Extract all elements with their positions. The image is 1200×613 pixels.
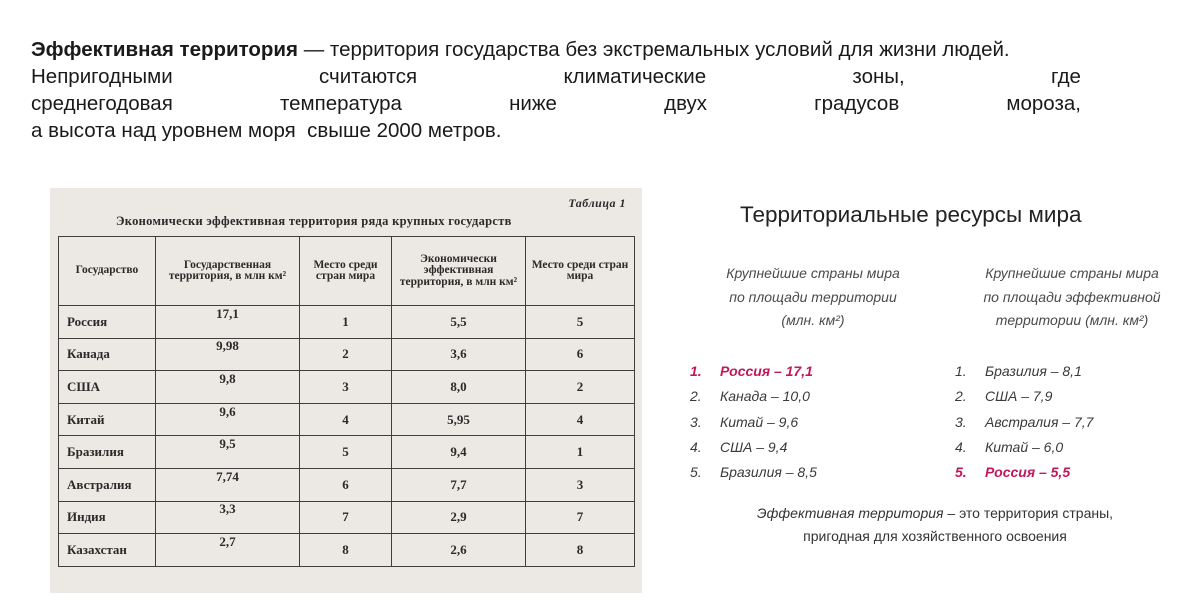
intro-line-4: а высота над уровнем моря свыше 2000 метров. (31, 119, 502, 142)
list-number: 5. (955, 464, 967, 481)
intro-word: климатические (563, 65, 707, 88)
cell-country: США (59, 371, 156, 404)
cell-value: 9,98 (216, 338, 239, 354)
list-number: 5. (690, 464, 702, 481)
cell-total-area (156, 534, 300, 567)
cell-total-area (156, 468, 300, 501)
cell-value: 17,1 (216, 305, 239, 321)
list-text: Россия – 17,1 (720, 363, 813, 379)
table-row (59, 501, 635, 534)
list-number: 3. (690, 413, 702, 430)
cell-effective-area: 8,0 (392, 371, 526, 404)
header-effective-area: Экономически эффективная территория, в млн км² (392, 237, 526, 306)
cell-effective-area: 5,5 (392, 306, 526, 339)
list-item (690, 460, 817, 485)
column-heading-effective (960, 262, 1184, 333)
cell-total-area (156, 338, 300, 371)
ranking-list-area (690, 359, 817, 485)
cell-rank-effective: 1 (526, 436, 635, 469)
definition-line-1 (690, 502, 1180, 525)
cell-country: Казахстан (59, 534, 156, 567)
intro-word: ниже (509, 92, 557, 115)
list-item (690, 359, 817, 384)
cell-country: Бразилия (59, 436, 156, 469)
cell-rank-effective: 7 (526, 501, 635, 534)
list-item (955, 359, 1093, 384)
list-item (955, 435, 1093, 460)
header-country: Государство (59, 237, 156, 306)
cell-total-area (156, 501, 300, 534)
definition-term: Эффективная территория (756, 505, 944, 521)
heading-line: (млн. км²) (781, 312, 845, 328)
list-number: 4. (690, 438, 702, 455)
table-row (59, 436, 635, 469)
table-header-row (59, 237, 635, 306)
table-number: Таблица 1 (568, 196, 626, 210)
list-item (690, 384, 817, 409)
intro-word: считаются (319, 65, 418, 88)
header-rank-effective: Место среди стран мира (526, 237, 635, 306)
intro-line-2 (31, 63, 1081, 90)
list-text: Канада – 10,0 (720, 388, 810, 405)
definition-rest: – это территория страны, (943, 505, 1114, 521)
list-number: 1. (955, 363, 967, 379)
cell-rank-total: 8 (300, 534, 392, 567)
cell-effective-area: 2,9 (392, 501, 526, 534)
cell-total-area (156, 436, 300, 469)
cell-rank-effective: 6 (526, 338, 635, 371)
cell-value: 7,74 (216, 468, 239, 484)
cell-rank-total: 5 (300, 436, 392, 469)
list-item (955, 460, 1093, 485)
cell-value: 9,8 (219, 370, 236, 386)
list-text: Бразилия – 8,5 (720, 464, 817, 481)
scanned-table-image (50, 188, 642, 593)
list-number: 2. (690, 388, 702, 405)
list-number: 4. (955, 438, 967, 455)
cell-country: Россия (59, 306, 156, 339)
territory-table (58, 236, 635, 567)
cell-effective-area: 9,4 (392, 436, 526, 469)
list-item (690, 435, 817, 460)
cell-value: 9,6 (219, 403, 236, 419)
intro-word: температура (279, 92, 402, 115)
cell-total-area (156, 371, 300, 404)
cell-rank-total: 6 (300, 468, 392, 501)
list-text: Бразилия – 8,1 (985, 363, 1082, 379)
definition-line-2: пригодная для хозяйственного освоения (803, 528, 1067, 544)
table-row (59, 534, 635, 567)
cell-country: Австралия (59, 468, 156, 501)
cell-total-area (156, 306, 300, 339)
heading-line: территории (млн. км²) (995, 312, 1149, 328)
list-number: 3. (955, 413, 967, 430)
heading-line: по площади эффективной (983, 288, 1161, 305)
table-row (59, 371, 635, 404)
cell-rank-effective: 8 (526, 534, 635, 567)
intro-word: градусов (814, 92, 900, 115)
list-text: Китай – 9,6 (720, 413, 799, 430)
cell-rank-effective: 2 (526, 371, 635, 404)
cell-rank-total: 1 (300, 306, 392, 339)
intro-term: Эффективная территория (31, 38, 299, 61)
ranking-list-effective (955, 359, 1093, 485)
intro-word: где (1051, 65, 1081, 88)
intro-line-3 (31, 90, 1081, 117)
intro-word: зоны, (852, 65, 905, 88)
column-heading-area (690, 262, 936, 333)
table-row (59, 468, 635, 501)
intro-word: мороза, (1006, 92, 1081, 115)
cell-value: 2,7 (219, 533, 236, 549)
intro-word: Непригодными (31, 65, 173, 88)
cell-effective-area: 5,95 (392, 403, 526, 436)
table-row (59, 338, 635, 371)
cell-rank-effective: 5 (526, 306, 635, 339)
cell-rank-total: 2 (300, 338, 392, 371)
cell-rank-total: 7 (300, 501, 392, 534)
cell-total-area (156, 403, 300, 436)
cell-rank-total: 4 (300, 403, 392, 436)
list-number: 2. (955, 388, 967, 405)
list-item (955, 410, 1093, 435)
list-text: Китай – 6,0 (985, 438, 1064, 455)
cell-effective-area: 7,7 (392, 468, 526, 501)
intro-word: среднегодовая (31, 92, 173, 115)
list-number: 1. (690, 363, 702, 379)
list-text: США – 7,9 (985, 388, 1053, 405)
table-row (59, 403, 635, 436)
heading-line: по площади территории (729, 288, 897, 305)
cell-value: 3,3 (219, 501, 236, 517)
cell-rank-effective: 3 (526, 468, 635, 501)
list-text: Австралия – 7,7 (985, 413, 1094, 430)
cell-effective-area: 3,6 (392, 338, 526, 371)
cell-value: 9,5 (219, 436, 236, 452)
list-text: США – 9,4 (720, 438, 788, 455)
intro-word: двух (664, 92, 708, 115)
list-item (955, 384, 1093, 409)
cell-country: Канада (59, 338, 156, 371)
panel-title: Территориальные ресурсы мира (740, 202, 1082, 227)
intro-paragraph (31, 36, 1081, 144)
cell-effective-area: 2,6 (392, 534, 526, 567)
intro-line-1 (31, 36, 1081, 63)
cell-rank-effective: 4 (526, 403, 635, 436)
cell-country: Китай (59, 403, 156, 436)
header-total-area: Государственная территория, в млн км² (156, 237, 300, 306)
definition-note (690, 502, 1180, 548)
intro-line-1-rest: — территория государства без экстремальных условий для жизни людей. (298, 38, 1010, 61)
header-rank-total: Место среди стран мира (300, 237, 392, 306)
list-text: Россия – 5,5 (985, 464, 1071, 481)
list-item (690, 410, 817, 435)
table-row (59, 306, 635, 339)
cell-country: Индия (59, 501, 156, 534)
heading-line: Крупнейшие страны мира (985, 265, 1159, 281)
heading-line: Крупнейшие страны мира (726, 265, 900, 281)
cell-rank-total: 3 (300, 371, 392, 404)
table-caption: Экономически эффективная территория ряда крупных государств (116, 214, 512, 228)
